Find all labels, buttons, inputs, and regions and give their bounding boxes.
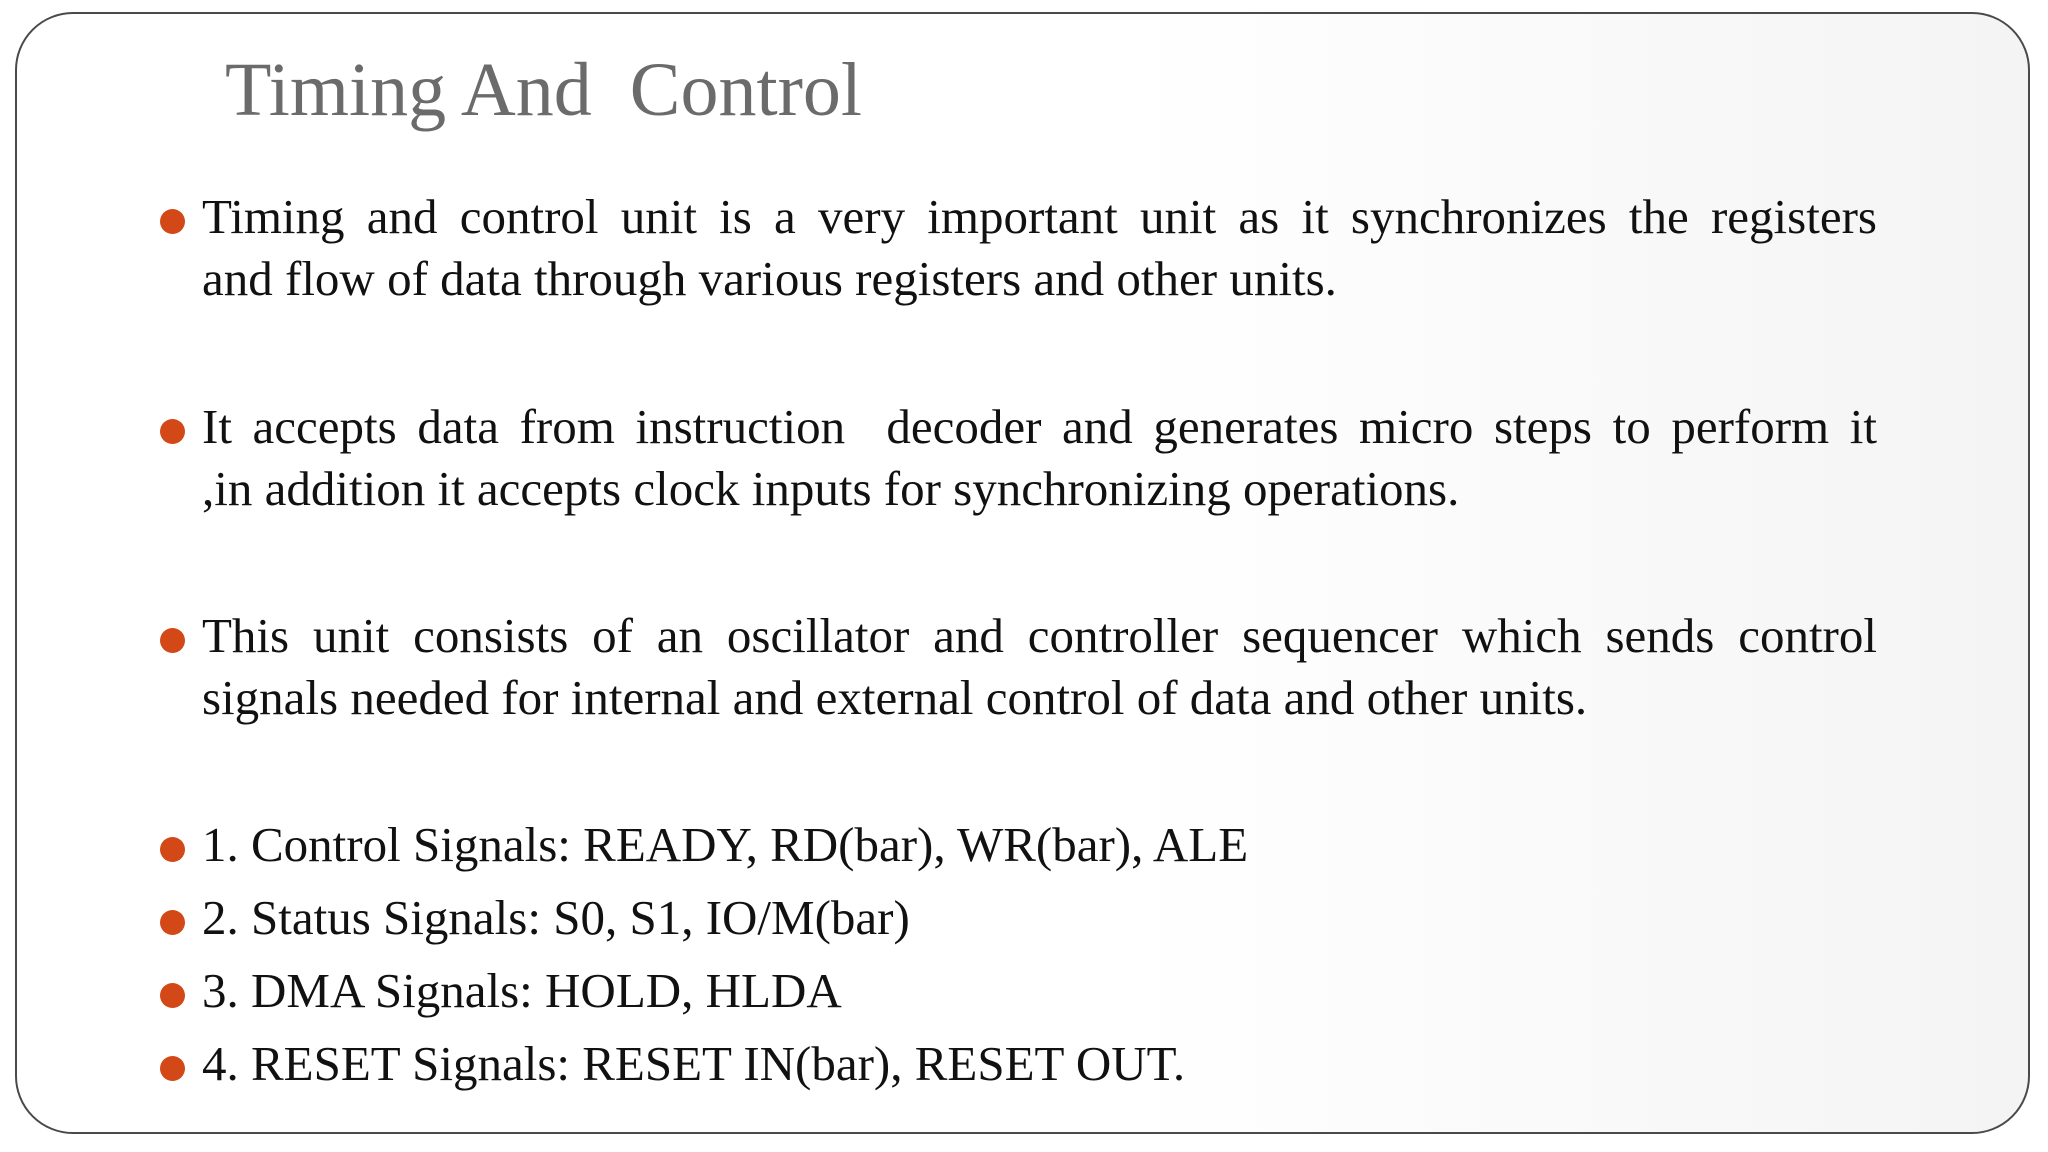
bullet-line: Timing and control unit is a very important unit as it synchronizes the registers (202, 189, 1877, 244)
bullet-dot-icon (160, 419, 185, 444)
signal-text: 4. RESET Signals: RESET IN(bar), RESET OUT. (202, 1036, 1186, 1091)
signal-text: 1. Control Signals: READY, RD(bar), WR(bar), ALE (202, 817, 1249, 872)
bullet-dot-icon (160, 1056, 185, 1081)
bullet-text (202, 396, 1877, 520)
slide-title: Timing And Control (225, 48, 863, 132)
bullet-dot-icon (160, 837, 185, 862)
bullet-text (202, 186, 1877, 310)
bullet-text (202, 605, 1877, 729)
bullet-line: This unit consists of an oscillator and controller sequencer which sends control (202, 608, 1877, 663)
bullet-line: and flow of data through various registers and other units. (202, 251, 1337, 306)
bullet-line: ,in addition it accepts clock inputs for synchronizing operations. (202, 461, 1460, 516)
signal-text: 3. DMA Signals: HOLD, HLDA (202, 963, 842, 1018)
bullet-dot-icon (160, 983, 185, 1008)
bullet-dot-icon (160, 910, 185, 935)
bullet-dot-icon (160, 209, 185, 234)
bullet-line: It accepts data from instruction decoder and generates micro steps to perform it (202, 399, 1877, 454)
bullet-line: signals needed for internal and external control of data and other units. (202, 670, 1588, 725)
bullet-dot-icon (160, 628, 185, 653)
signal-text: 2. Status Signals: S0, S1, IO/M(bar) (202, 890, 910, 945)
